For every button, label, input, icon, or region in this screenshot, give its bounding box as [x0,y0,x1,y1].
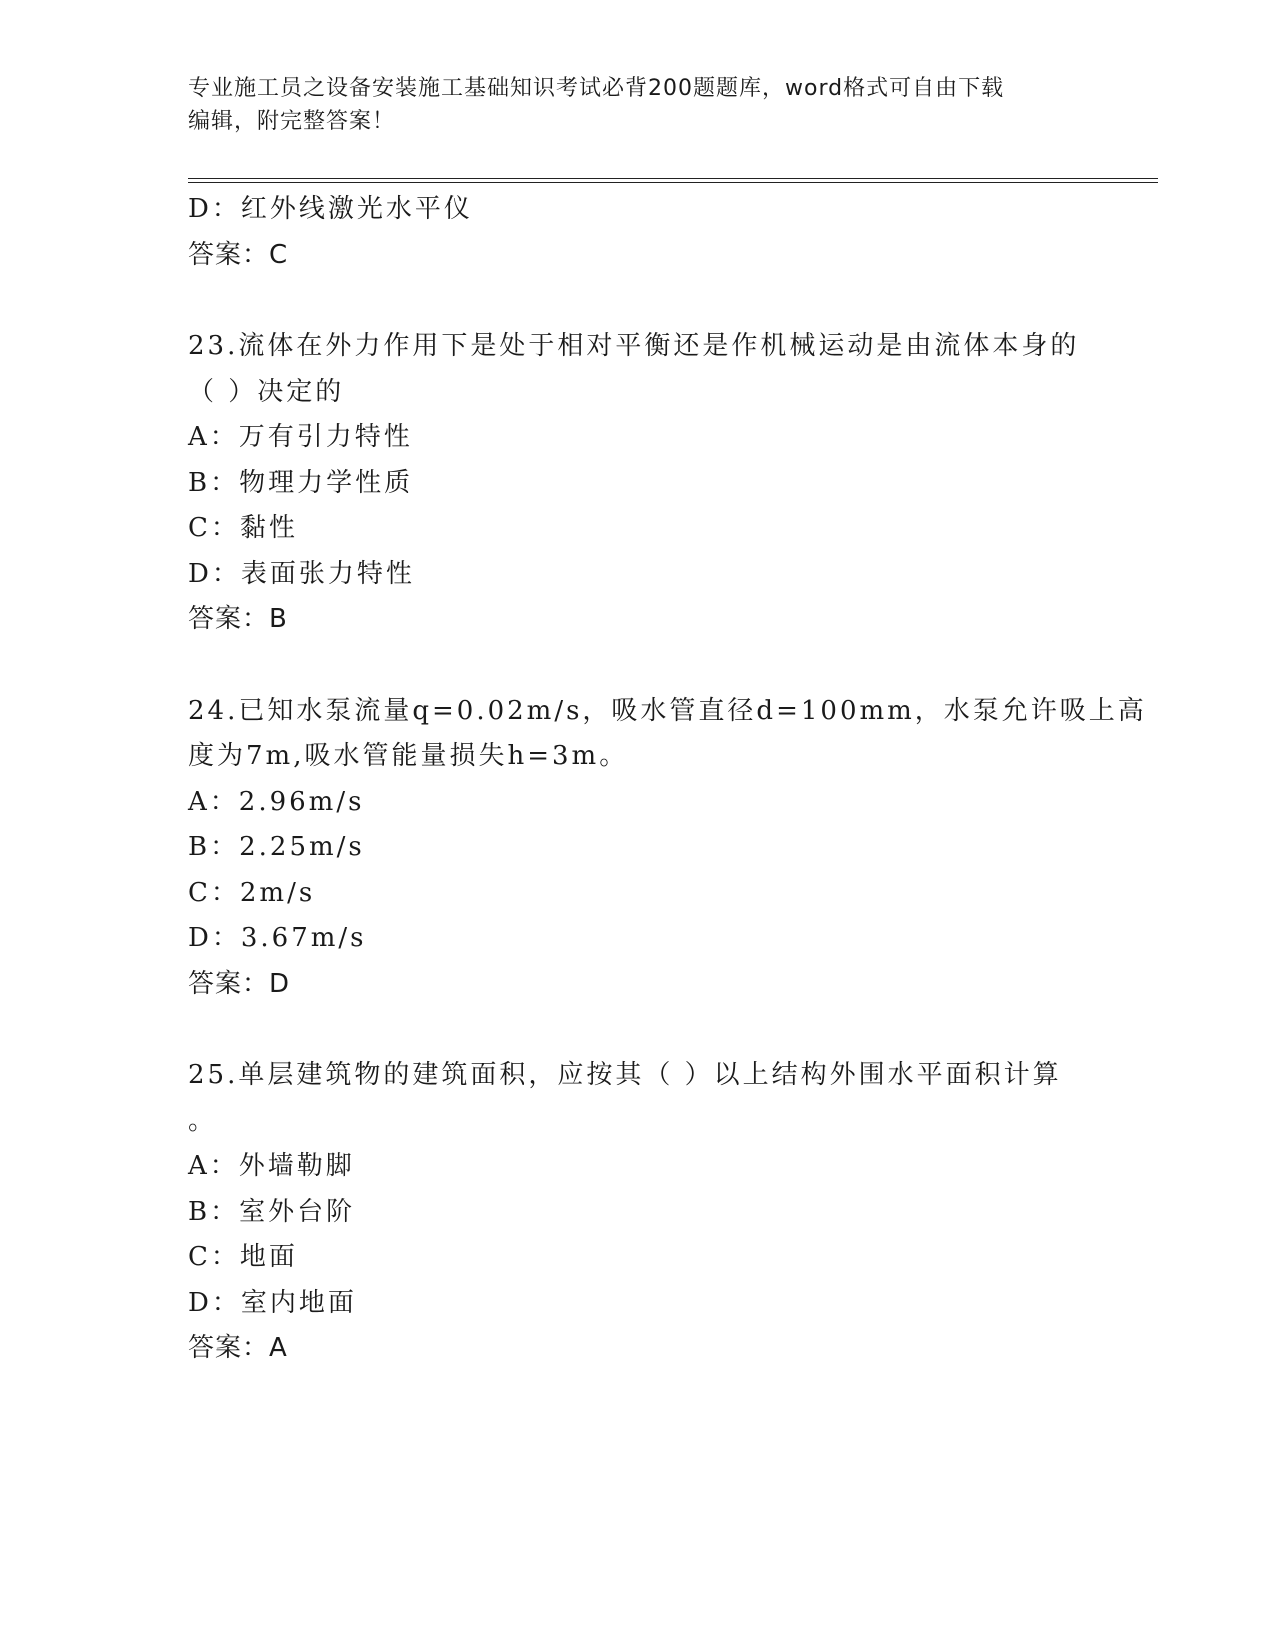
option-b: B：室外台阶 [188,1196,356,1227]
question-stem-line-1: 25.单层建筑物的建筑面积，应按其（ ）以上结构外围水平面积计算 [188,1060,1062,1090]
question-23 [188,324,1088,643]
question-stem-line-2: 。 [188,1105,218,1136]
header-divider-bottom [188,182,1158,183]
header-title-line-1: 专业施工员之设备安装施工基础知识考试必背200题题库，word格式可自由下载 [188,76,1005,101]
question-stem-line-1: 23.流体在外力作用下是处于相对平衡还是作机械运动是由流体本身的 [188,331,1080,361]
option-d: D：3.67m/s [188,923,367,953]
question-stem-line-2: （ ）决定的 [188,376,345,407]
option-b: B：物理力学性质 [188,467,414,498]
option-b: B：2.25m/s [188,832,365,862]
option-d: D：室内地面 [188,1287,357,1318]
option-c: C：2m/s [188,877,316,908]
header-divider-top [188,178,1158,179]
answer-line: 答案：D [188,968,291,999]
answer-line: 答案：A [188,1333,288,1363]
option-a: A：万有引力特性 [188,422,413,452]
question-24 [188,689,1147,1008]
option-c: C：黏性 [188,513,298,543]
question-25 [188,1053,1088,1372]
previous-question-tail [188,187,1088,278]
option-a: A：外墙勒脚 [188,1151,355,1181]
answer-line: 答案：B [188,604,288,634]
option-c: C：地面 [188,1242,298,1272]
document-header [188,72,1068,138]
question-stem-line-2: 度为7m,吸水管能量损失h=3m。 [188,741,629,771]
header-title-line-2: 编辑，附完整答案！ [188,109,396,134]
question-list [188,187,1147,1372]
option-d: D：红外线激光水平仪 [188,194,473,224]
option-a: A：2.96m/s [188,786,365,817]
option-d: D：表面张力特性 [188,558,415,589]
question-stem-line-1: 24.已知水泵流量q=0.02m/s，吸水管直径d=100mm，水泵允许吸上高 [188,695,1147,726]
answer-line: 答案：C [188,239,289,270]
